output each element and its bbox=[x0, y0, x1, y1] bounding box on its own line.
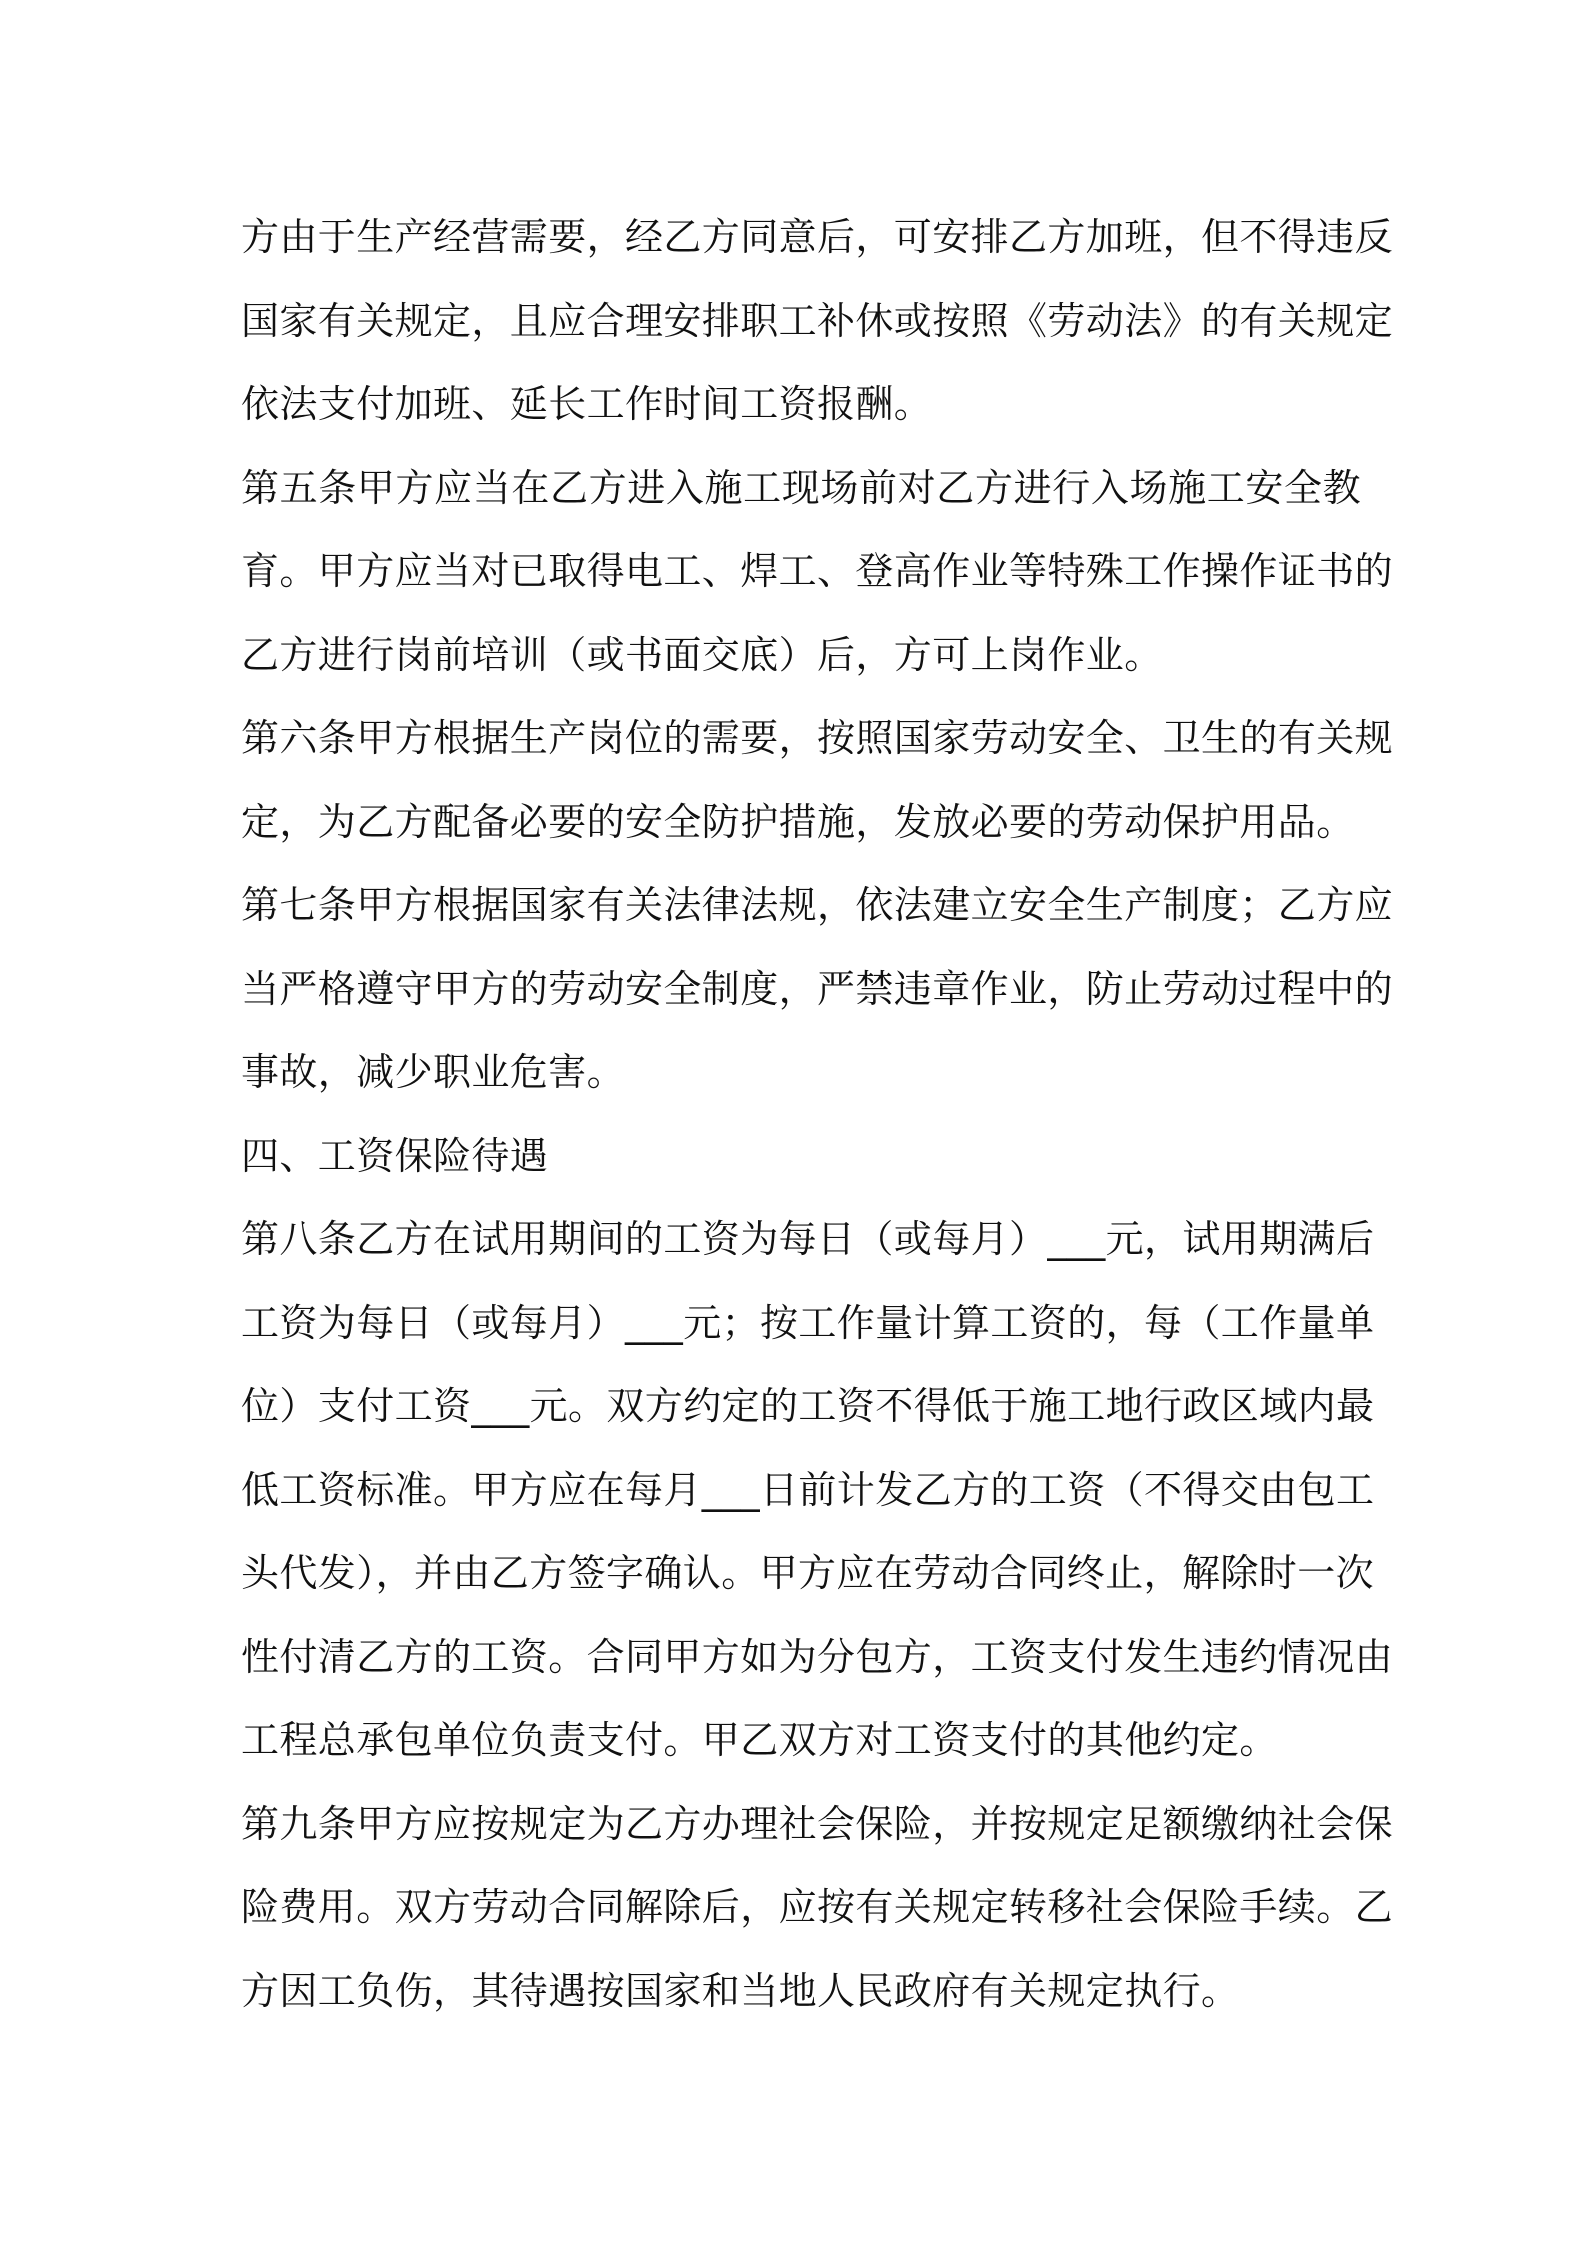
text-line: 当严格遵守甲方的劳动安全制度，严禁违章作业，防止劳动过程中的 bbox=[241, 966, 1394, 1011]
text-line: 乙方进行岗前培训（或书面交底）后，方可上岗作业。 bbox=[241, 632, 1163, 677]
text-line: 低工资标准。甲方应在每月___日前计发乙方的工资（不得交由包工 bbox=[241, 1467, 1375, 1512]
document-body bbox=[241, 196, 1394, 2033]
text-line: 依法支付加班、延长工作时间工资报酬。 bbox=[241, 382, 933, 426]
text-line: 性付清乙方的工资。合同甲方如为分包方，工资支付发生违约情况由 bbox=[241, 1634, 1394, 1679]
text-line: 第六条甲方根据生产岗位的需要，按照国家劳动安全、卫生的有关规 bbox=[241, 716, 1394, 760]
text-line: 第七条甲方根据国家有关法律法规，依法建立安全生产制度；乙方应 bbox=[241, 883, 1394, 927]
text-line: 位）支付工资___元。双方约定的工资不得低于施工地行政区域内最 bbox=[241, 1384, 1375, 1428]
text-line: 方因工负伤，其待遇按国家和当地人民政府有关规定执行。 bbox=[241, 1968, 1240, 2013]
text-line: 四、工资保险待遇 bbox=[241, 1133, 549, 1178]
text-line: 险费用。双方劳动合同解除后，应按有关规定转移社会保险手续。乙 bbox=[241, 1885, 1394, 1929]
text-line: 工资为每日（或每月）___元；按工作量计算工资的，每（工作量单 bbox=[241, 1300, 1375, 1345]
text-line: 第八条乙方在试用期间的工资为每日（或每月）___元，试用期满后 bbox=[241, 1217, 1375, 1261]
text-line: 第五条甲方应当在乙方进入施工现场前对乙方进行入场施工安全教 bbox=[241, 465, 1361, 510]
text-line: 定，为乙方配备必要的安全防护措施，发放必要的劳动保护用品。 bbox=[241, 799, 1355, 844]
text-line: 工程总承包单位负责支付。甲乙双方对工资支付的其他约定。 bbox=[241, 1718, 1278, 1762]
text-line: 育。甲方应当对已取得电工、焊工、登高作业等特殊工作操作证书的 bbox=[241, 549, 1394, 593]
text-line: 头代发），并由乙方签字确认。甲方应在劳动合同终止，解除时一次 bbox=[241, 1551, 1375, 1595]
text-line: 第九条甲方应按规定为乙方办理社会保险，并按规定足额缴纳社会保 bbox=[241, 1801, 1394, 1846]
text-line: 国家有关规定，且应合理安排职工补休或按照《劳动法》的有关规定 bbox=[241, 298, 1394, 343]
text-line: 事故，减少职业危害。 bbox=[241, 1050, 626, 1094]
text-line: 方由于生产经营需要，经乙方同意后，可安排乙方加班，但不得违反 bbox=[241, 215, 1394, 259]
